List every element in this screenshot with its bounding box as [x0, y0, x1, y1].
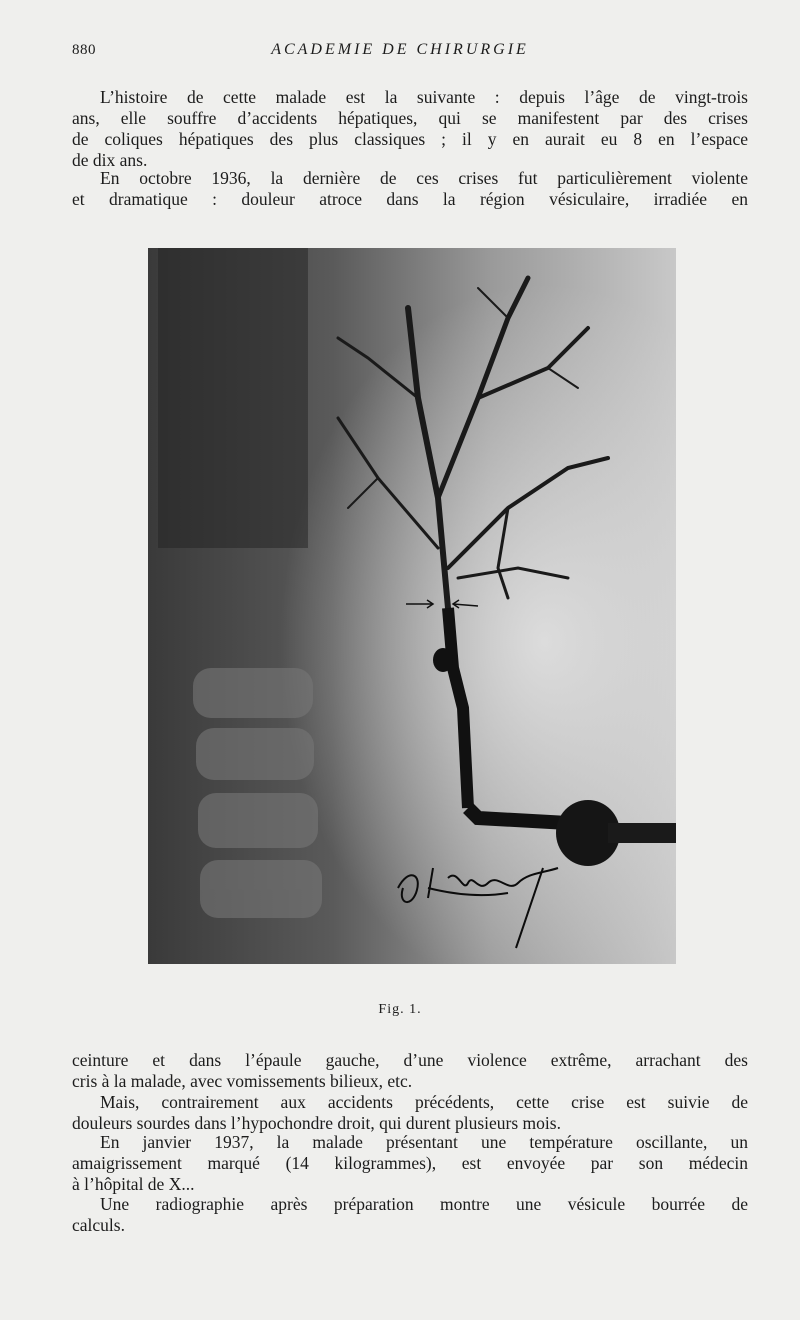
text-line: à l’hôpital de X... [72, 1174, 195, 1194]
text-line: Une radiographie après préparation montre une vésicule bourrée de [100, 1194, 748, 1214]
paragraph-radiography [72, 1194, 748, 1236]
text-line: douleurs sourdes dans l’hypochondre droit, qui durent plusieurs mois. [72, 1113, 561, 1133]
paragraph-january-1937 [72, 1132, 748, 1195]
paragraph-pain [72, 1050, 748, 1092]
text-line: En janvier 1937, la malade présentant une température oscillante, un [100, 1132, 748, 1152]
text-line: et dramatique : douleur atroce dans la région vésiculaire, irradiée en [72, 189, 748, 209]
radiograph-image [148, 248, 676, 964]
text-line: calculs. [72, 1215, 125, 1235]
text-line: ans, elle souffre d’accidents hépatiques, qui se manifestent par des crises [72, 108, 748, 128]
paragraph-but [72, 1092, 748, 1134]
figure-caption: Fig. 1. [378, 1002, 422, 1017]
text-line: Mais, contrairement aux accidents précédents, cette crise est suivie de [100, 1092, 748, 1112]
text-line: de dix ans. [72, 150, 148, 170]
text-line: cris à la malade, avec vomissements bilieux, etc. [72, 1071, 413, 1091]
page-number: 880 [72, 42, 96, 58]
text-line: L’histoire de cette malade est la suivante : depuis l’âge de vingt-trois [100, 87, 748, 107]
text-line: amaigrissement marqué (14 kilogrammes), est envoyée par son médecin [72, 1153, 748, 1173]
paragraph-october-1936 [72, 168, 748, 210]
text-line: ceinture et dans l’épaule gauche, d’une violence extrême, arrachant des [72, 1050, 748, 1070]
running-title: ACADEMIE DE CHIRURGIE [271, 41, 529, 58]
text-line: En octobre 1936, la dernière de ces crises fut particulièrement violente [100, 168, 748, 188]
paragraph-history [72, 87, 748, 171]
radiograph-figure [148, 248, 676, 964]
text-line: de coliques hépatiques des plus classiques ; il y en aurait eu 8 en l’espace [72, 129, 748, 149]
